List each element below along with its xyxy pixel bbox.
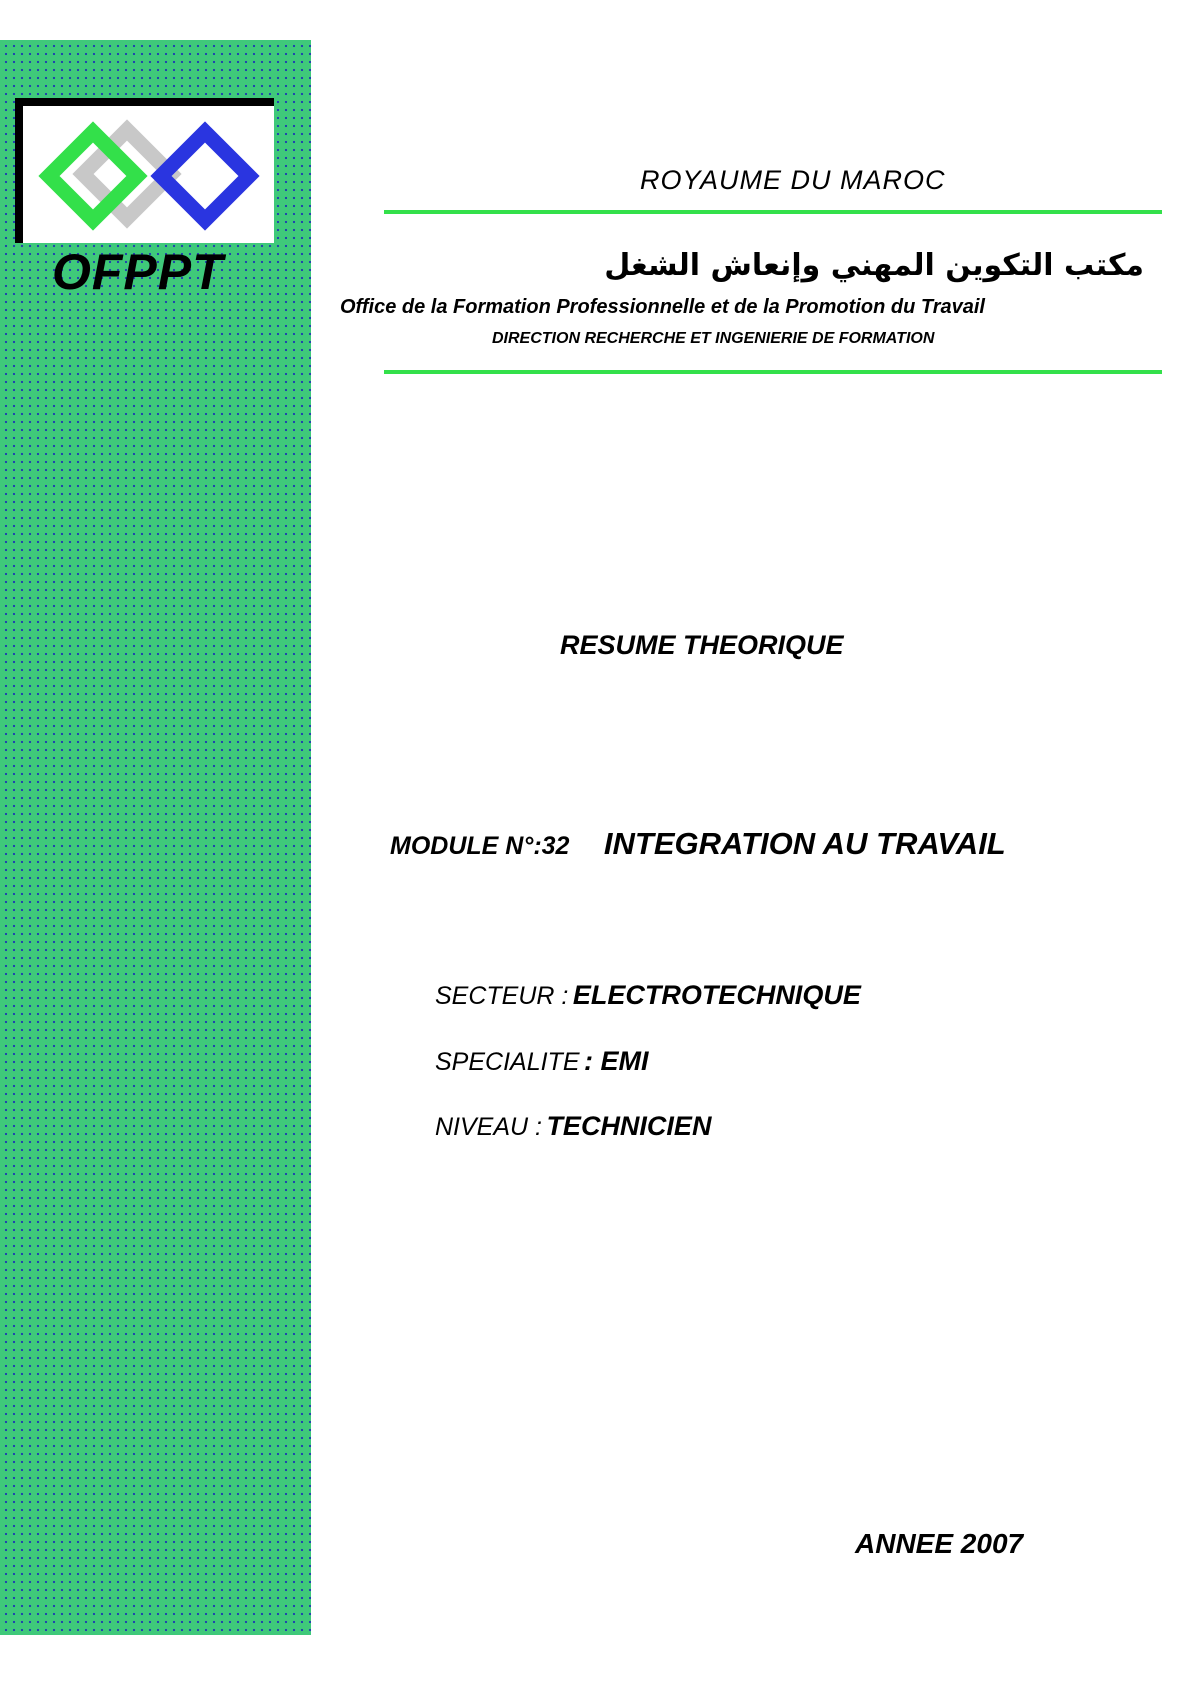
header-divider-bottom <box>384 370 1162 374</box>
level-label: NIVEAU : <box>435 1113 542 1141</box>
kingdom-title: ROYAUME DU MAROC <box>640 165 946 195</box>
specialty-row <box>435 1046 648 1077</box>
office-name: Office de la Formation Professionnelle et de la Promotion du Travail <box>340 296 985 318</box>
ofppt-logo-icon <box>29 112 274 243</box>
module-heading <box>390 826 1006 862</box>
level-value: TECHNICIEN <box>546 1111 712 1141</box>
level-row <box>435 1111 711 1142</box>
module-number: MODULE N°:32 <box>390 832 570 860</box>
sector-value: ELECTROTECHNIQUE <box>572 980 861 1010</box>
logo-text: OFPPT <box>52 244 224 300</box>
arabic-office-name: مكتب التكوين المهني وإنعاش الشغل <box>604 248 1144 283</box>
module-title: INTEGRATION AU TRAVAIL <box>603 826 1006 861</box>
sector-row <box>435 980 861 1011</box>
document-year: ANNEE 2007 <box>855 1528 1024 1559</box>
sector-label: SECTEUR : <box>435 982 569 1010</box>
header-divider-top <box>384 210 1162 214</box>
specialty-value: : EMI <box>583 1046 649 1076</box>
document-type: RESUME THEORIQUE <box>560 630 844 660</box>
direction-name: DIRECTION RECHERCHE ET INGENIERIE DE FORMATION <box>492 330 935 347</box>
specialty-label: SPECIALITE <box>435 1048 580 1076</box>
logo-box <box>15 98 274 243</box>
